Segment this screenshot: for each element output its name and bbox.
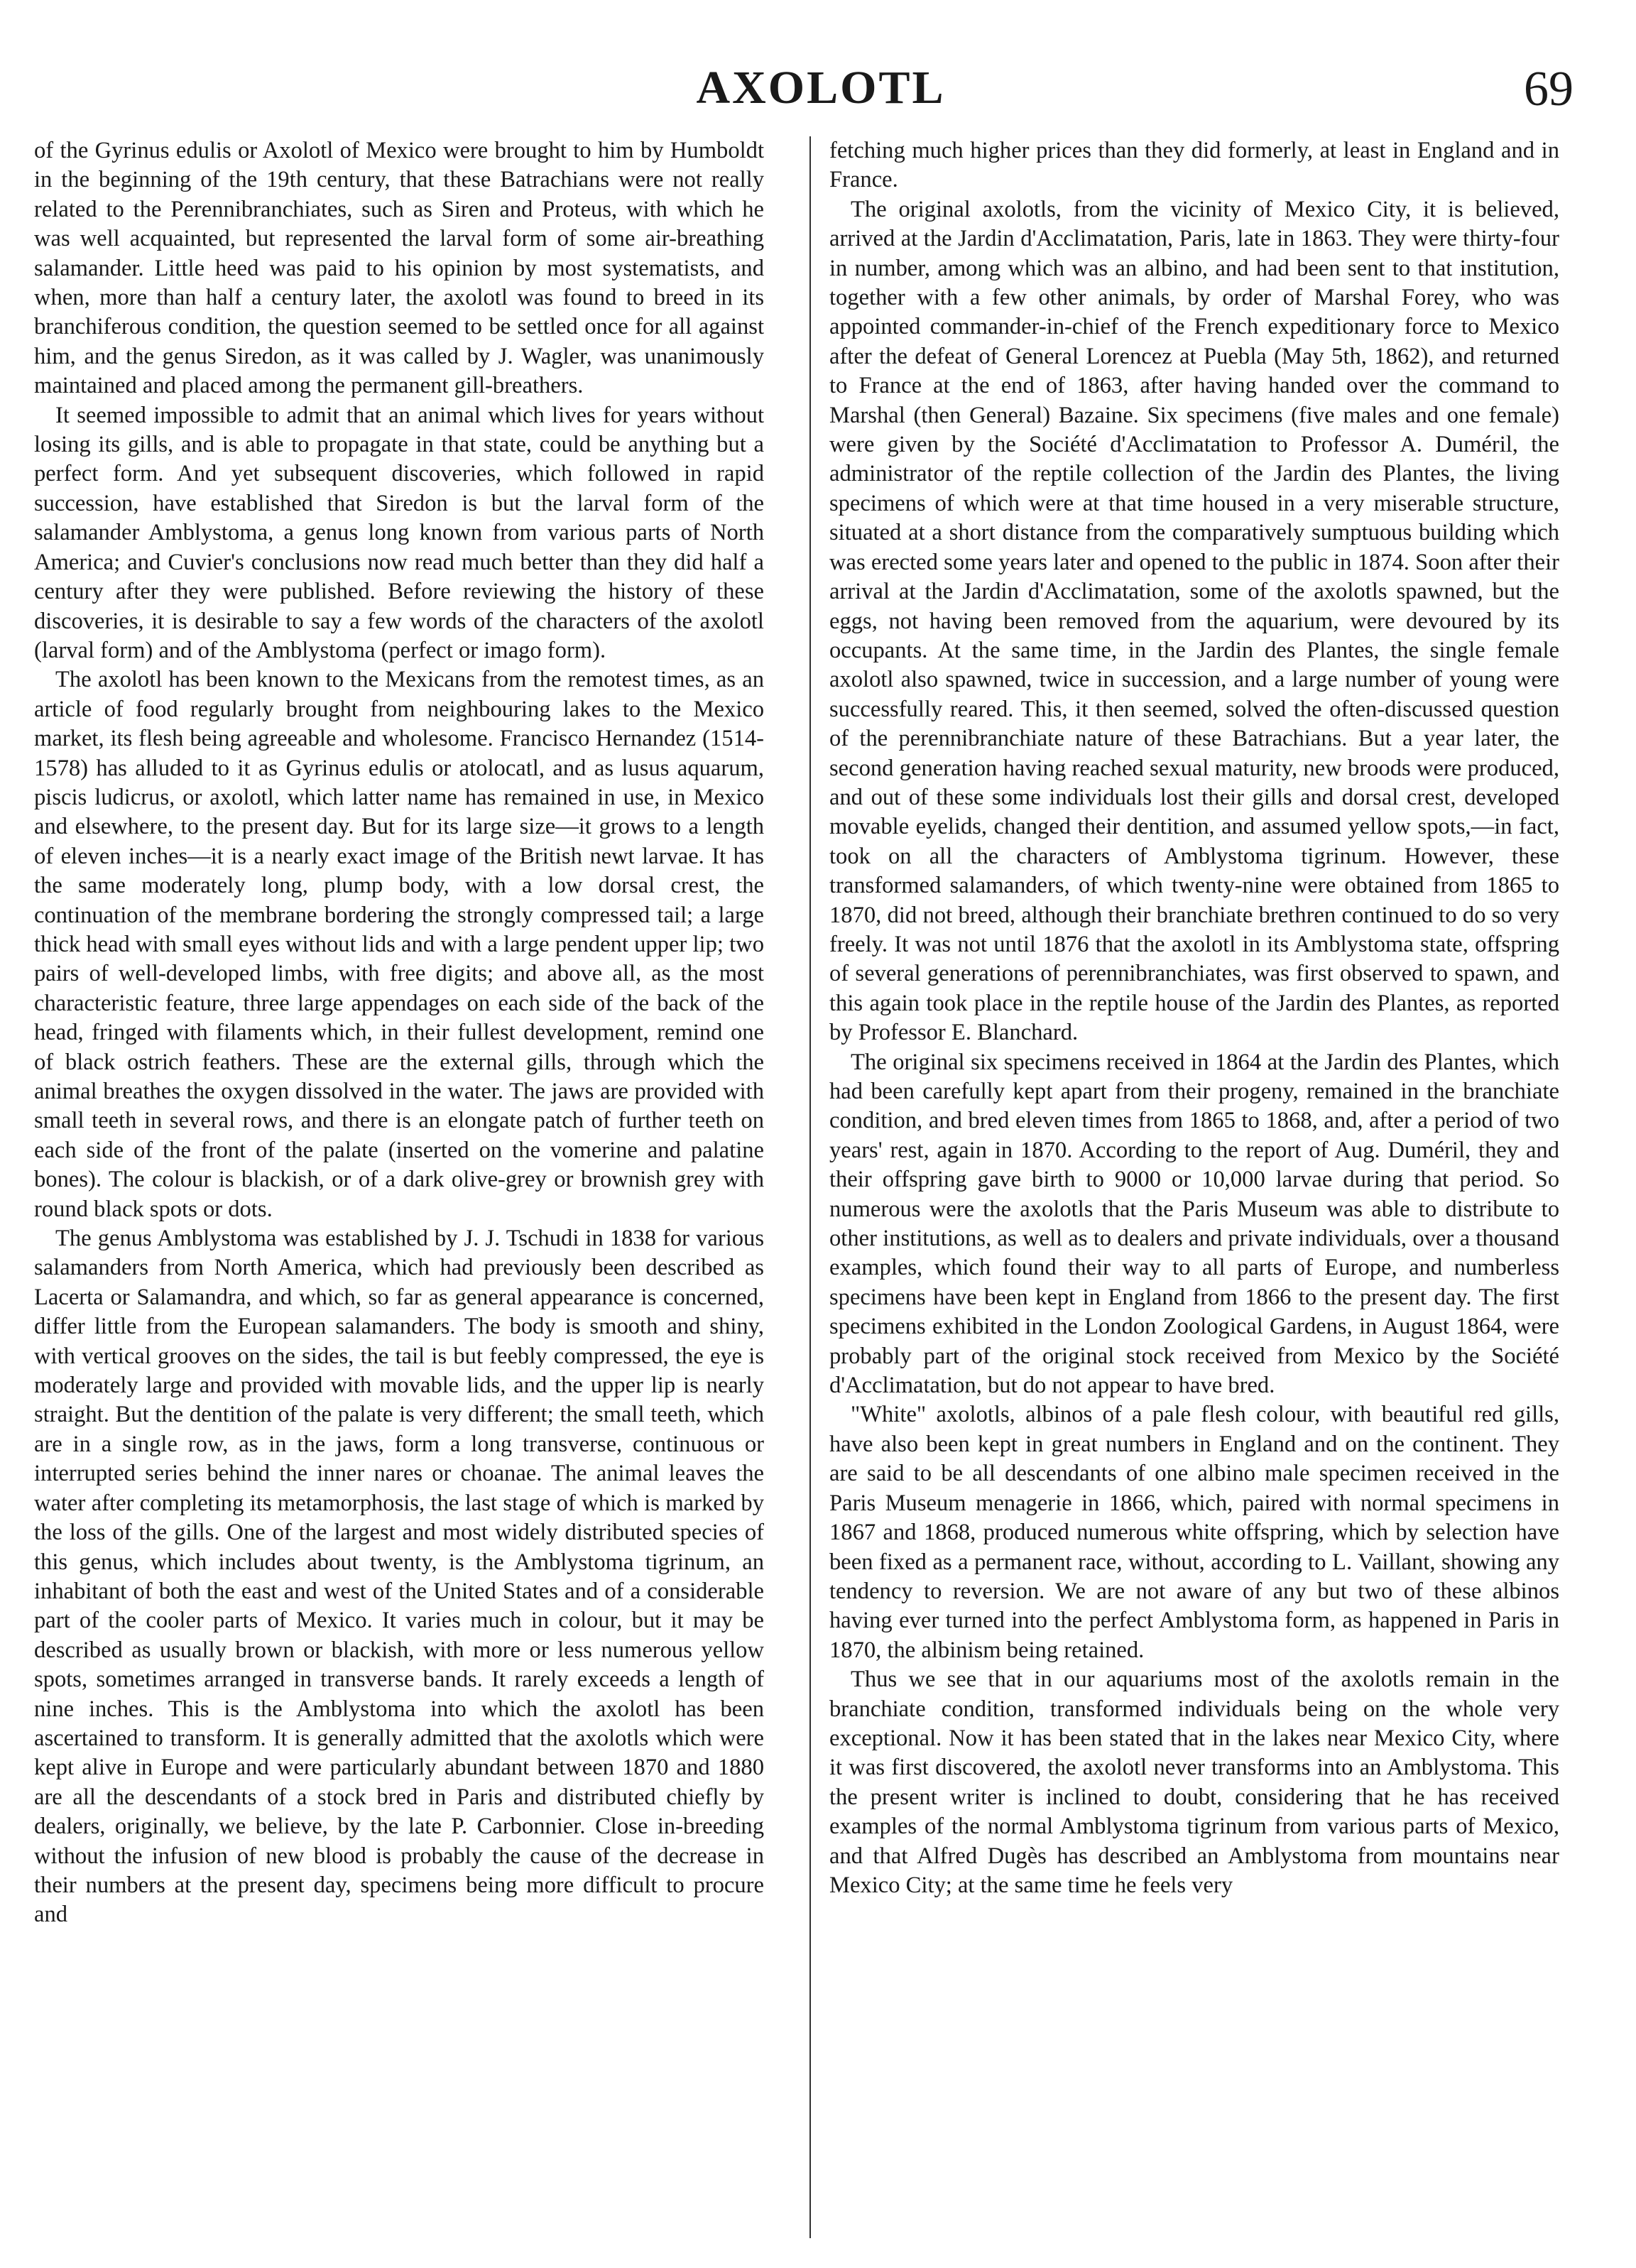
- paragraph: of the Gyrinus edulis or Axolotl of Mexico were brought to him by Humboldt in the beginning of the 19th century, that these Batrachians were not really related to the Perennibranchiates, such as Siren and Proteus, with which he was well acquainted, but represented the larval form of some air-breathing salamander. Little heed was paid to his opinion by most systematists, and when, more than half a century later, the axolotl was found to breed in its branchiferous condition, the question seemed to be settled once for all against him, and the genus Siredon, as it was called by J. Wagler, was unanimously maintained and placed among the permanent gill-breathers.: [34, 138, 764, 399]
- column-divider: [809, 136, 811, 2238]
- paragraph: The axolotl has been known to the Mexicans from the remotest times, as an article of food regularly brought from neighbouring lakes to the Mexico market, its flesh being agreeable and wholesome. Francisco Hernandez (1514-1578) has alluded to it as Gyrinus edulis or atolocatl, and as lusus aquarum, piscis ludicrus, or axolotl, which latter name has remained in use, in Mexico and elsewhere, to the present day. But for its large size—it grows to a length of eleven inches—it is a nearly exact image of the British newt larvae. It has the same moderately long, plump body, with a low dorsal crest, the continuation of the membrane bordering the strongly compressed tail; a large thick head with small eyes without lids and with a large pendent upper lip; two pairs of well-developed limbs, with free digits; and above all, as the most characteristic feature, three large appendages on each side of the back of the head, fringed with filaments which, in their fullest development, remind one of black ostrich feathers. These are the external gills, through which the animal breathes the oxygen dissolved in the water. The jaws are provided with small teeth in several rows, and there is an elongate patch of further teeth on each side of the front of the palate (inserted on the vomerine and palatine bones). The colour is blackish, or of a dark olive-grey or brownish grey with round black spots or dots.: [34, 667, 764, 1222]
- paragraph: The genus Amblystoma was established by J. J. Tschudi in 1838 for various salamanders from North America, which had previously been described as Lacerta or Salamandra, and which, so far as general appearance is concerned, differ little from the European salamanders. The body is smooth and shiny, with vertical grooves on the sides, the tail is but feebly compressed, the eye is moderately large and provided with movable lids, and the upper lip is nearly straight. But the dentition of the palate is very different; the small teeth, which are in a single row, as in the jaws, form a long transverse, continuous or interrupted series behind the inner nares or choanae. The animal leaves the water after completing its metamorphosis, the last stage of which is marked by the loss of the gills. One of the largest and most widely distributed species of this genus, which includes about twenty, is the Amblystoma tigrinum, an inhabitant of both the east and west of the United States and of a considerable part of the cooler parts of Mexico. It varies much in colour, but it may be described as usually brown or blackish, with more or less numerous yellow spots, sometimes arranged in transverse bands. It rarely exceeds a length of nine inches. This is the Amblystoma into which the axolotl has been ascertained to transform. It is generally admitted that the axolotls which were kept alive in Europe and were particularly abundant between 1870 and 1880 are all the descendants of a stock bred in Paris and distributed chiefly by dealers, originally, we believe, by the late P. Carbonnier. Close in-breeding without the infusion of new blood is probably the cause of the decrease in their numbers at the present day, specimens being more difficult to procure and: [34, 1226, 764, 1928]
- left-column: [34, 136, 764, 2238]
- paragraph: The original six specimens received in 1864 at the Jardin des Plantes, which had been carefully kept apart from their progeny, remained in the branchiate condition, and bred eleven times from 1865 to 1868, and, after a period of two years' rest, again in 1870. According to the report of Aug. Duméril, they and their offspring gave birth to 9000 or 10,000 larvae during that period. So numerous were the axolotls that the Paris Museum was able to distribute to other institutions, as well as to dealers and private individuals, over a thousand examples, which found their way to all parts of Europe, and numberless specimens have been kept in England from 1866 to the present day. The first specimens exhibited in the London Zoological Gardens, in August 1864, were probably part of the original stock received from Mexico by the Société d'Acclimatation, but do not appear to have bred.: [829, 1049, 1559, 1399]
- paragraph: Thus we see that in our aquariums most of the axolotls remain in the branchiate condition, transformed individuals being on the whole very exceptional. Now it has been stated that in the lakes near Mexico City, where it was first discovered, the axolotl never transforms into an Amblystoma. This the present writer is inclined to doubt, considering that he has received examples of the normal Amblystoma tigrinum from various parts of Mexico, and that Alfred Dugès has described an Amblystoma from mountains near Mexico City; at the same time he feels very: [829, 1667, 1559, 1898]
- paragraph: It seemed impossible to admit that an animal which lives for years without losing its gills, and is able to propagate in that state, could be anything but a perfect form. And yet subsequent discoveries, which followed in rapid succession, have established that Siredon is but the larval form of the salamander Amblystoma, a genus long known from various parts of North America; and Cuvier's conclusions now read much better than they did half a century after they were published. Before reviewing the history of these discoveries, it is desirable to say a few words of the characters of the axolotl (larval form) and of the Amblystoma (perfect or imago form).: [34, 402, 764, 663]
- paragraph: fetching much higher prices than they did formerly, at least in England and in France.: [829, 138, 1559, 193]
- paragraph: The original axolotls, from the vicinity of Mexico City, it is believed, arrived at the Jardin d'Acclimatation, Paris, late in 1863. They were thirty-four in number, among which was an albino, and had been sent to that institution, together with a few other animals, by order of Marshal Forey, who was appointed commander-in-chief of the French expeditionary force to Mexico after the defeat of General Lorencez at Puebla (May 5th, 1862), and returned to France at the end of 1863, after having handed over the command to Marshal (then General) Bazaine. Six specimens (five males and one female) were given by the Société d'Acclimatation to Professor A. Duméril, the administrator of the reptile collection of the Jardin des Plantes, the living specimens of which were at that time housed in a very miserable structure, situated at a short distance from the comparatively sumptuous building which was erected some years later and opened to the public in 1874. Soon after their arrival at the Jardin d'Acclimatation, some of the axolotls spawned, but the eggs, not having been removed from the aquarium, were devoured by its occupants. At the same time, in the Jardin des Plantes, the single female axolotl also spawned, twice in succession, and a large number of young were successfully reared. This, it then seemed, solved the often-discussed question of the perennibranchiate nature of these Batrachians. But a year later, the second generation having reached sexual maturity, new broods were produced, and out of these some individuals lost their gills and dorsal crest, developed movable eyelids, changed their dentition, and assumed yellow spots,—in fact, took on all the characters of Amblystoma tigrinum. However, these transformed salamanders, of which twenty-nine were obtained from 1865 to 1870, did not breed, although their branchiate brethren continued to do so very freely. It was not until 1876 that the axolotl in its Amblystoma state, offspring of several generations of perennibranchiates, was first observed to spawn, and this again took place in the reptile house of the Jardin des Plantes, as reported by Professor E. Blanchard.: [829, 196, 1559, 1046]
- page-header: [68, 61, 1574, 125]
- paragraph: "White" axolotls, albinos of a pale flesh colour, with beautiful red gills, have also been kept in great numbers in England and on the continent. They are said to be all descendants of one albino male specimen received in the Paris Museum menagerie in 1866, which, paired with normal specimens in 1867 and 1868, produced numerous white offspring, which by selection have been fixed as a permanent race, without, according to L. Vaillant, showing any tendency to reversion. We are not aware of any but two of these albinos having ever turned into the perfect Amblystoma form, as happened in Paris in 1870, the albinism being retained.: [829, 1402, 1559, 1663]
- running-head: AXOLOTL: [696, 62, 946, 114]
- page-number: 69: [1524, 62, 1574, 116]
- right-column: [829, 136, 1559, 2238]
